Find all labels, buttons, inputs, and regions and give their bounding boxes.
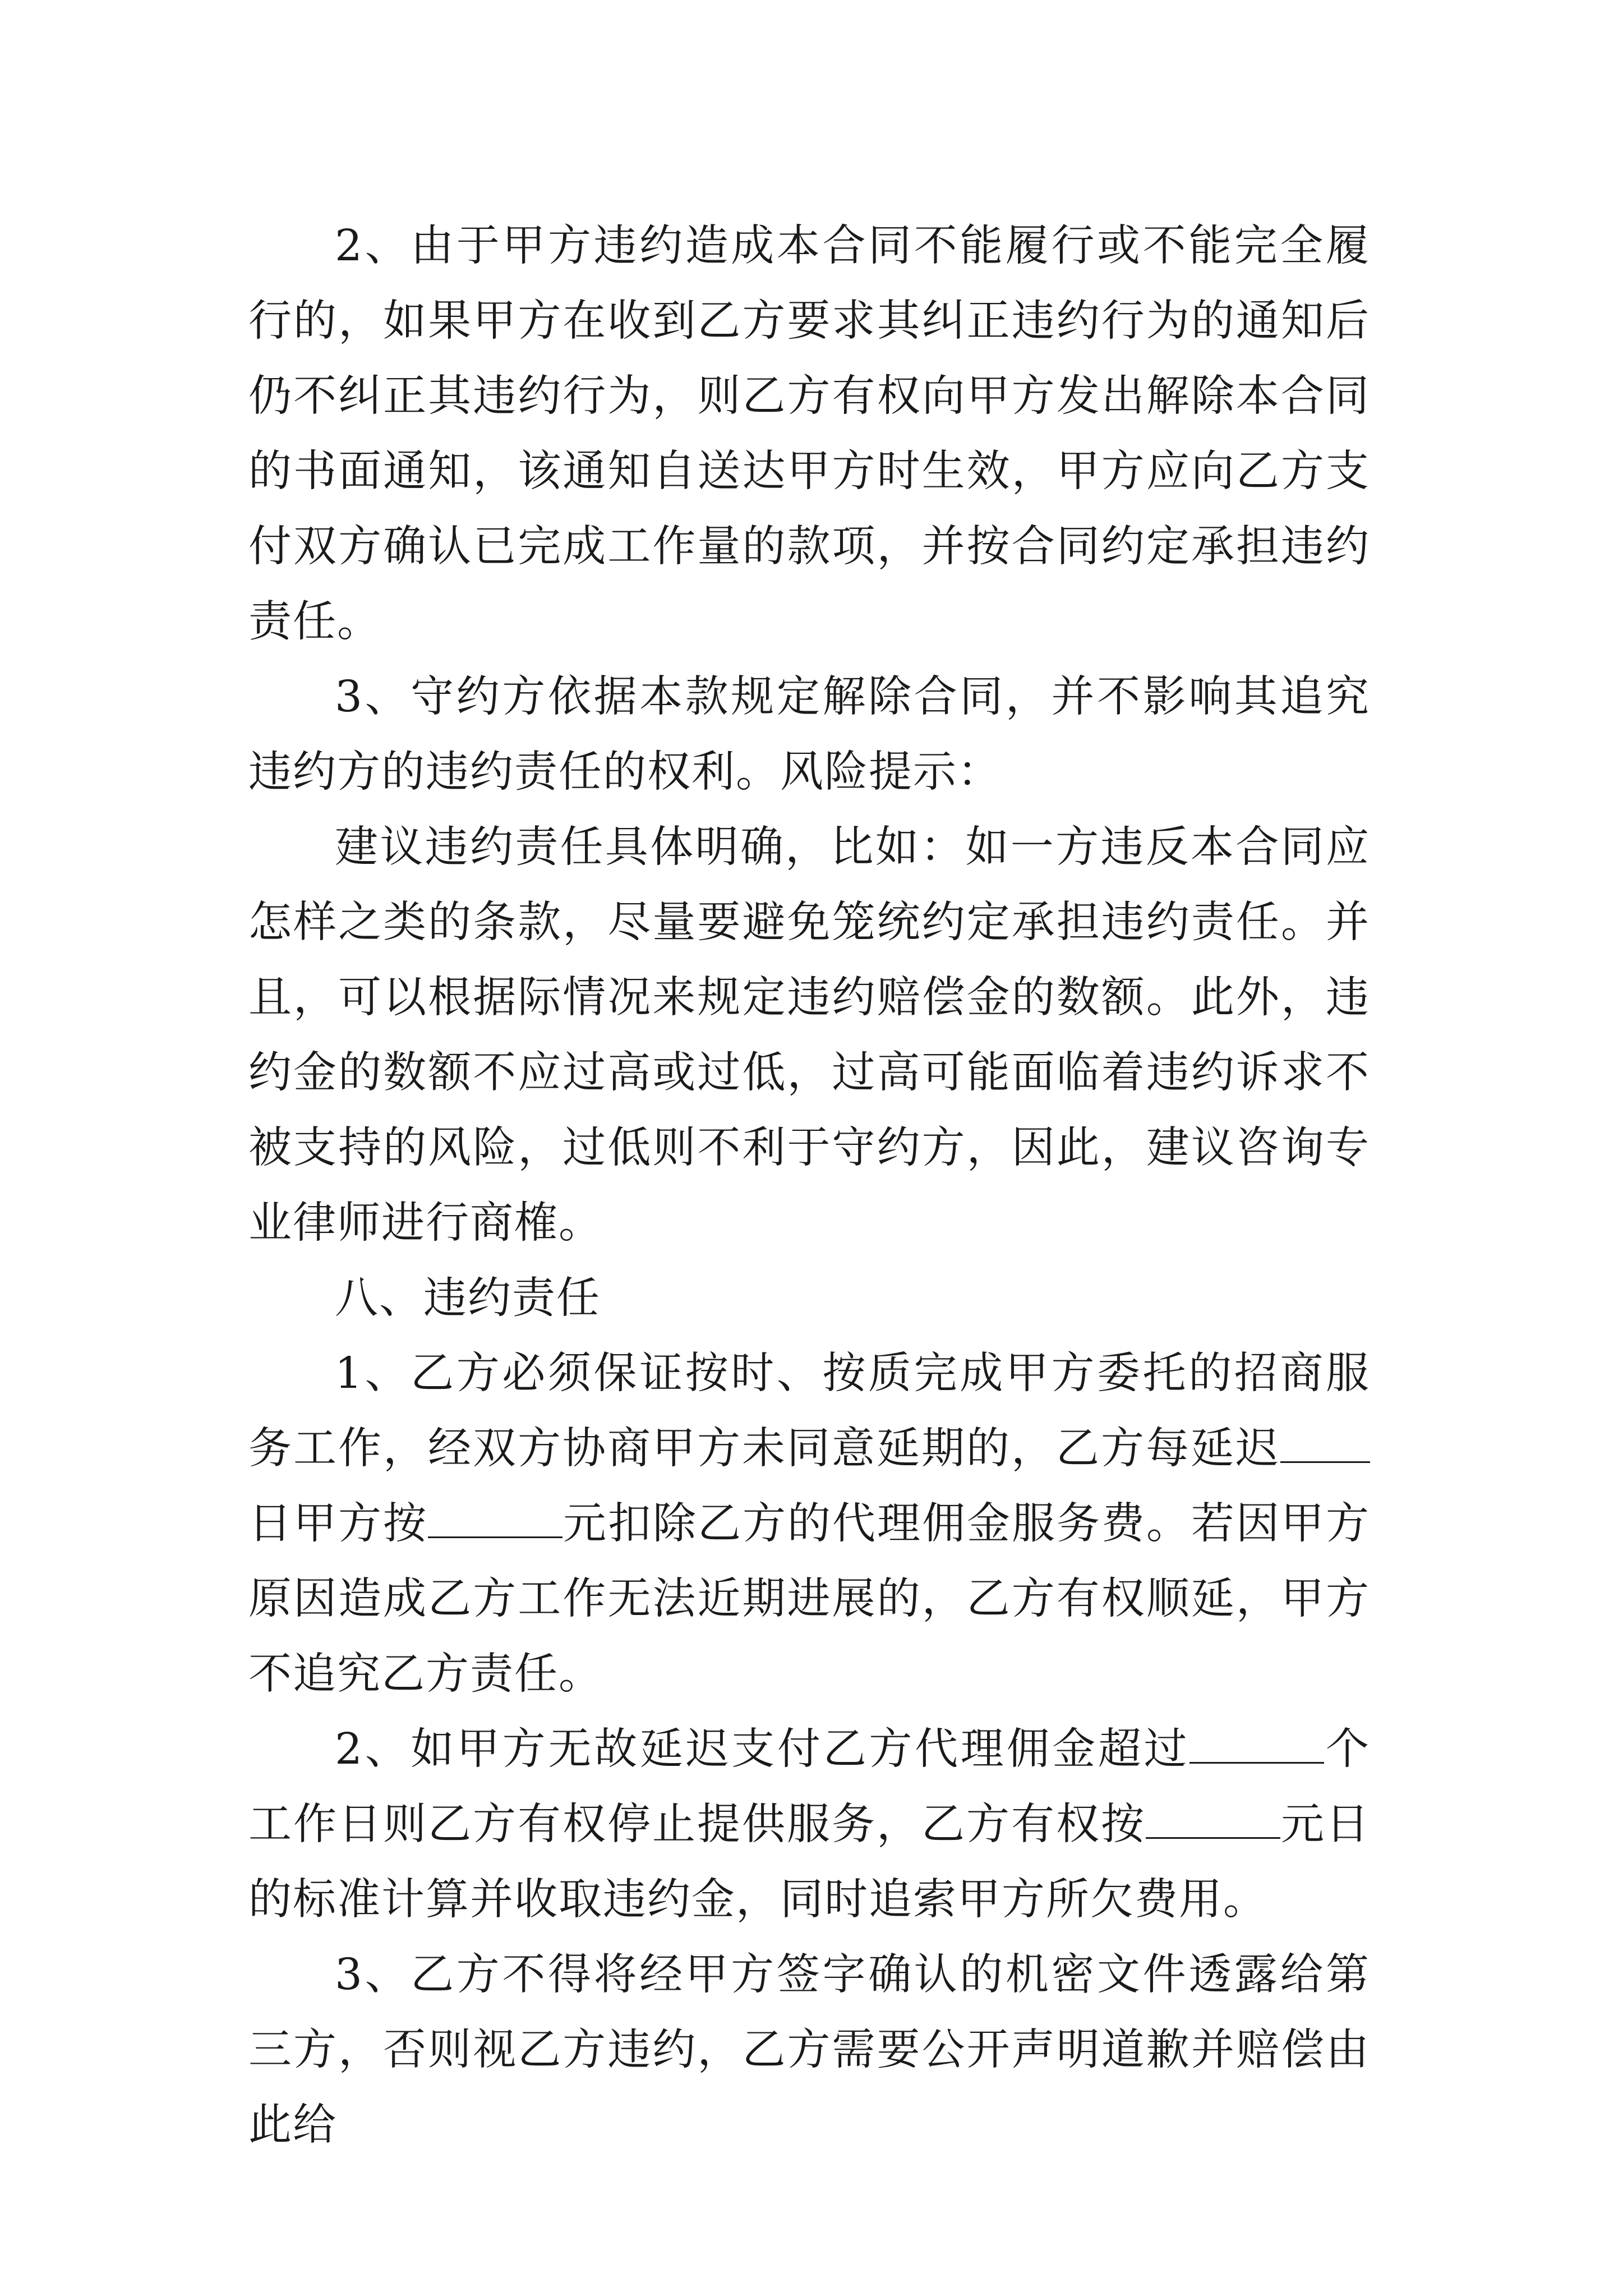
late-payment-text-3: 元日的标准计算并收取违约金，同时追索甲方所欠费用。: [248, 1800, 1370, 1925]
delay-penalty-text-3: 元扣除乙方的代理佣金服务费。若因甲方原因造成乙方工作无法近期进展的，乙方有权顺延，甲方不追究乙方责任。: [248, 1499, 1370, 1699]
fill-in-blank-daily-rate[interactable]: [1146, 1798, 1280, 1839]
paragraph-termination-by-party-b: 2、由于甲方违约造成本合同不能履行或不能完全履行的，如果甲方在收到乙方要求其纠正违约行为的通知后仍不纠正其违约行为，则乙方有权向甲方发出解除本合同的书面通知，该通知自送达甲方时生效，甲方应向乙方支付双方确认已完成工作量的款项，并按合同约定承担违约责任。: [248, 221, 1370, 647]
section-heading-breach-liability: 八、违约责任: [335, 1273, 601, 1323]
fill-in-blank-amount[interactable]: [428, 1497, 562, 1538]
delay-penalty-text-2: 日甲方按: [248, 1499, 428, 1549]
document-body: [248, 209, 1370, 2163]
paragraph-confidentiality: 3、乙方不得将经甲方签字确认的机密文件透露给第三方，否则视乙方违约，乙方需要公开声明道歉并赔偿由此给: [248, 1950, 1370, 2150]
paragraph-delay-penalty: [248, 1336, 1370, 1712]
fill-in-blank-days[interactable]: [1280, 1422, 1370, 1463]
paragraph-late-payment: [248, 1712, 1370, 1938]
late-payment-text-1: 2、如甲方无故延迟支付乙方代理佣金超过: [335, 1724, 1190, 1774]
paragraph-non-breaching-party-rights: 3、守约方依据本款规定解除合同，并不影响其追究违约方的违约责任的权利。风险提示：: [248, 672, 1370, 797]
paragraph-risk-advice: 建议违约责任具体明确，比如：如一方违反本合同应怎样之类的条款，尽量要避免笼统约定承担违约责任。并且，可以根据际情况来规定违约赔偿金的数额。此外，违约金的数额不应过高或过低，过高可能面临着违约诉求不被支持的风险，过低则不利于守约方，因此，建议咨询专业律师进行商榷。: [248, 822, 1370, 1248]
fill-in-blank-workdays[interactable]: [1189, 1723, 1324, 1764]
delay-penalty-text-1: 1、乙方必须保证按时、按质完成甲方委托的招商服务工作，经双方协商甲方未同意延期的，乙方每延迟: [248, 1349, 1370, 1474]
late-payment-text-2: 个工作日则乙方有权停止提供服务，乙方有权按: [248, 1724, 1370, 1849]
